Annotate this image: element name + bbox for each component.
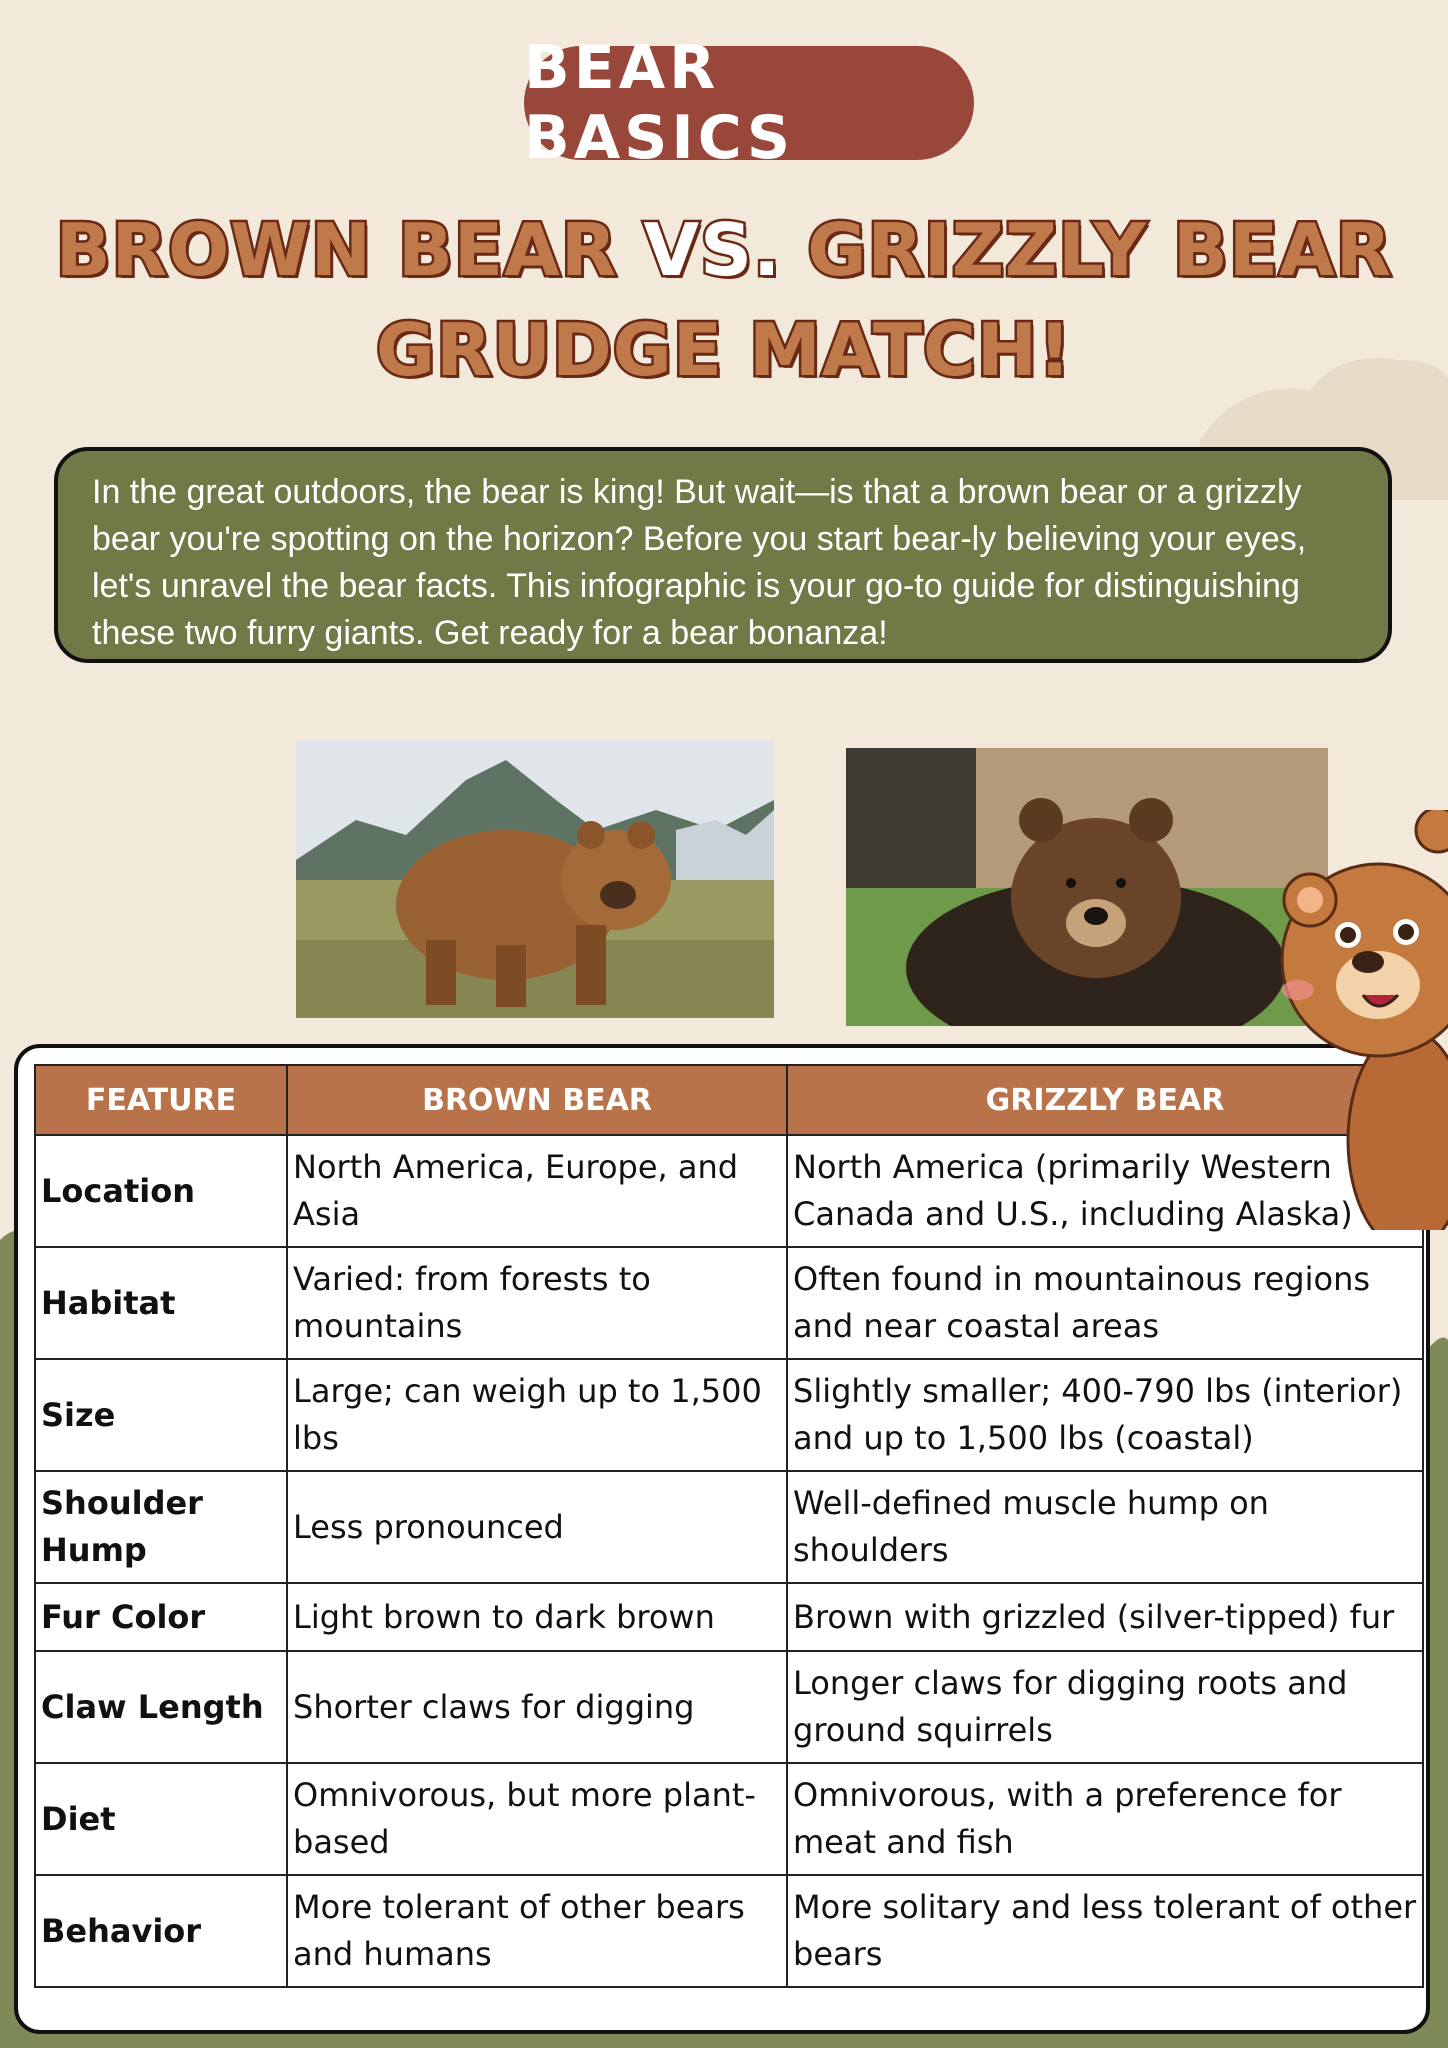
feature-cell: Habitat [35, 1247, 287, 1359]
grizzly-cell: Longer claws for digging roots and ground squirrels [787, 1651, 1423, 1763]
feature-cell: Behavior [35, 1875, 287, 1987]
table-row [35, 1247, 1423, 1359]
feature-cell: Claw Length [35, 1651, 287, 1763]
table-row [35, 1135, 1423, 1247]
comparison-table [34, 1064, 1424, 1988]
feature-cell: Fur Color [35, 1583, 287, 1651]
table-row [35, 1471, 1423, 1583]
table-row [35, 1359, 1423, 1471]
table-row [35, 1651, 1423, 1763]
brown-cell: Omnivorous, but more plant-based [287, 1763, 787, 1875]
table-row [35, 1583, 1423, 1651]
page-title [40, 200, 1408, 400]
brown-cell: North America, Europe, and Asia [287, 1135, 787, 1247]
header-feature: FEATURE [35, 1065, 287, 1135]
cartoon-bear-mascot [1268, 810, 1448, 1230]
grizzly-cell: Slightly smaller; 400-790 lbs (interior) and up to 1,500 lbs (coastal) [787, 1359, 1423, 1471]
bear-basics-badge: BEAR BASICS [524, 46, 974, 160]
title-grizzly-bear: GRIZZLY BEAR [807, 208, 1393, 292]
feature-cell: Diet [35, 1763, 287, 1875]
brown-cell: Less pronounced [287, 1471, 787, 1583]
table-header-row [35, 1065, 1423, 1135]
title-vs: VS. [643, 208, 782, 292]
grizzly-cell: Often found in mountainous regions and near coastal areas [787, 1247, 1423, 1359]
grizzly-cell: Omnivorous, with a preference for meat and fish [787, 1763, 1423, 1875]
comparison-table-card [14, 1044, 1430, 2034]
feature-cell: Shoulder Hump [35, 1471, 287, 1583]
grizzly-bear-photo [846, 748, 1328, 1026]
feature-cell: Size [35, 1359, 287, 1471]
table-row [35, 1763, 1423, 1875]
feature-cell: Location [35, 1135, 287, 1247]
brown-cell: Shorter claws for digging [287, 1651, 787, 1763]
grizzly-cell: Well-defined muscle hump on shoulders [787, 1471, 1423, 1583]
brown-cell: More tolerant of other bears and humans [287, 1875, 787, 1987]
title-brown-bear: BROWN BEAR [55, 208, 618, 292]
title-line-2: GRUDGE MATCH! [376, 308, 1072, 392]
title-line-1 [40, 200, 1408, 300]
intro-paragraph: In the great outdoors, the bear is king! But wait—is that a brown bear or a grizzly bear you're spotting on the horizon? Before you start bear-ly believing your eyes, let's unravel the bear facts. This infographic is your go-to guide for distinguishing these two furry giants. Get ready for a bear bonanza! [54, 447, 1392, 663]
brown-cell: Large; can weigh up to 1,500 lbs [287, 1359, 787, 1471]
brown-cell: Light brown to dark brown [287, 1583, 787, 1651]
header-grizzly-bear: GRIZZLY BEAR [787, 1065, 1423, 1135]
table-row [35, 1875, 1423, 1987]
grizzly-cell: North America (primarily Western Canada and U.S., including Alaska) [787, 1135, 1423, 1247]
grizzly-cell: More solitary and less tolerant of other bears [787, 1875, 1423, 1987]
brown-bear-photo [296, 740, 774, 1018]
brown-cell: Varied: from forests to mountains [287, 1247, 787, 1359]
header-brown-bear: BROWN BEAR [287, 1065, 787, 1135]
grizzly-cell: Brown with grizzled (silver-tipped) fur [787, 1583, 1423, 1651]
